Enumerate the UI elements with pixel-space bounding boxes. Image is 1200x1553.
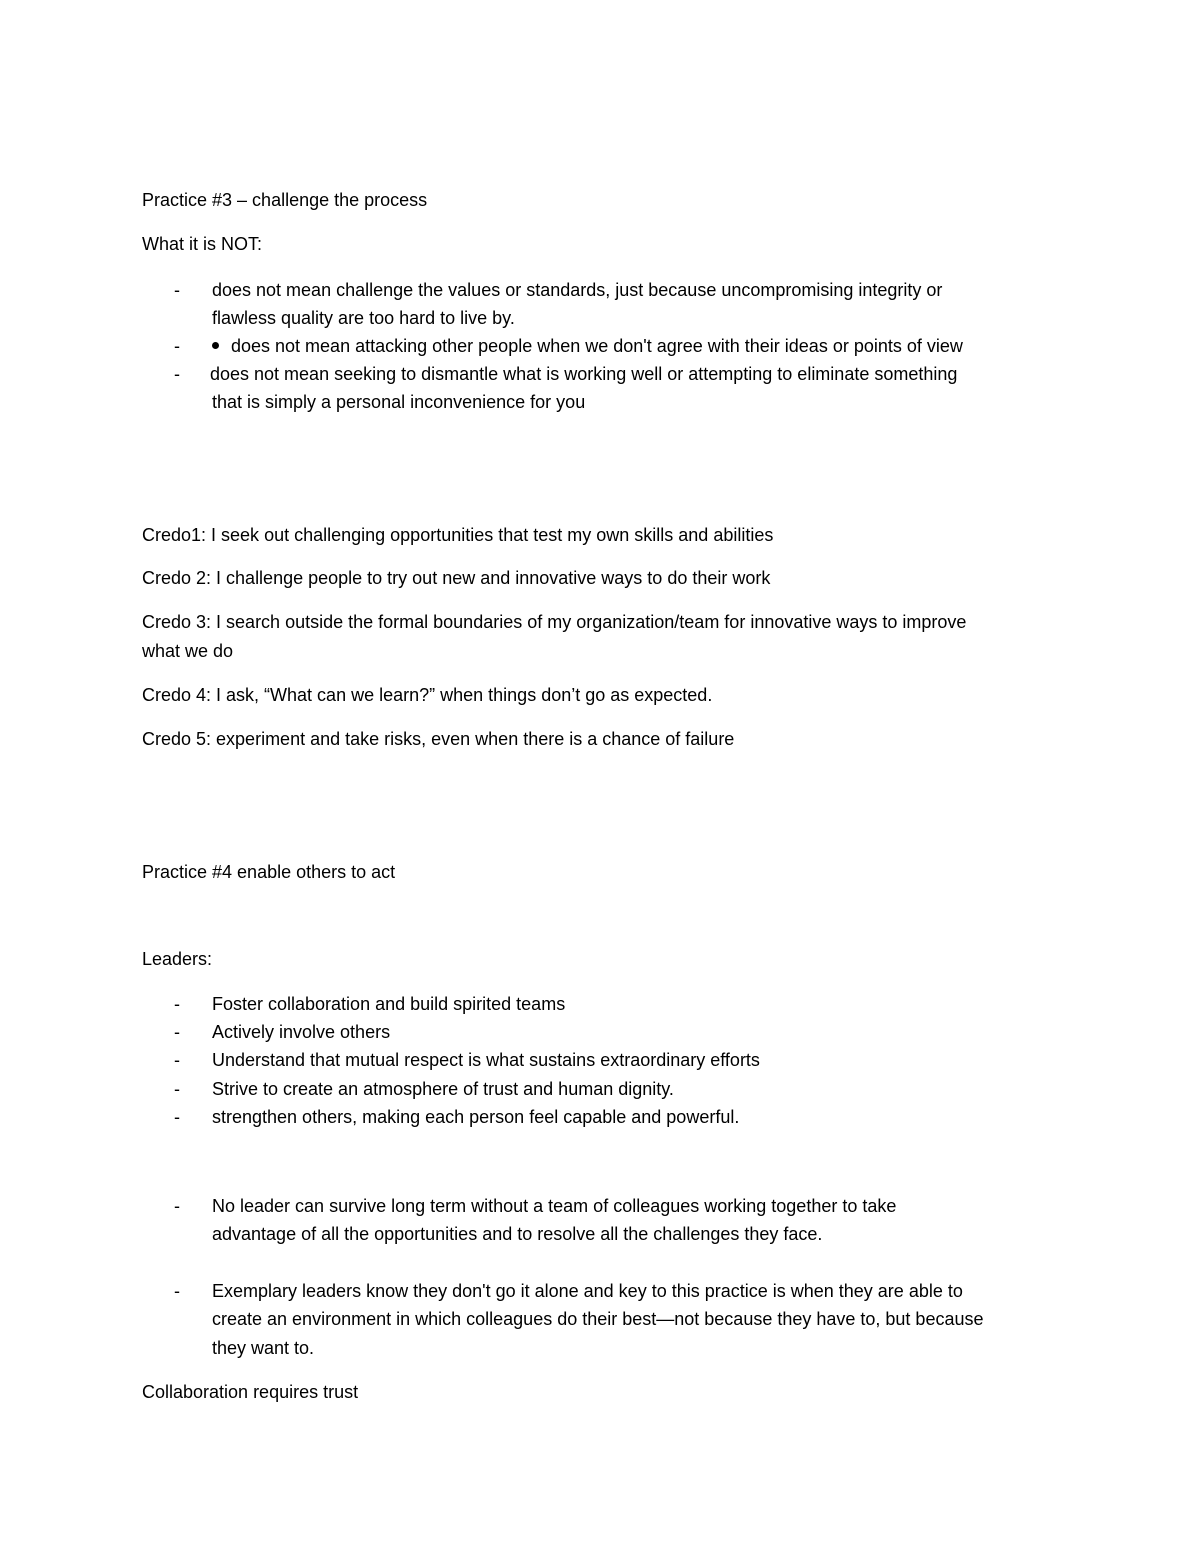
leader-bullet-5: strengthen others, making each person feel capable and powerful. (212, 1107, 740, 1127)
credo-3-line-1: Credo 3: I search outside the formal boundaries of my organization/team for innovative ways to improve (142, 612, 967, 632)
bullet-dash: - (174, 1050, 180, 1070)
practice3-bullet-1-line-1: does not mean challenge the values or standards, just because uncompromising integrity or (212, 280, 943, 300)
practice3-bullet-2-text: does not mean attacking other people when we don't agree with their ideas or points of view (231, 336, 963, 356)
closing-line: Collaboration requires trust (142, 1382, 359, 1402)
bullet-dash: - (174, 364, 180, 384)
practice3-bullet-3-line-2: that is simply a personal inconvenience for you (212, 392, 586, 412)
practice4-heading: Practice #4 enable others to act (142, 862, 396, 882)
extra-bullet-1-line-1: No leader can survive long term without a team of colleagues working together to take (212, 1196, 897, 1216)
bullet-dash: - (174, 336, 180, 356)
bullet-dot-icon (212, 342, 219, 349)
leader-bullet-4: Strive to create an atmosphere of trust and human dignity. (212, 1079, 674, 1099)
bullet-dash: - (174, 1022, 180, 1042)
bullet-dash: - (174, 1107, 180, 1127)
extra-bullet-2-line-3: they want to. (212, 1338, 315, 1358)
leader-bullet-3: Understand that mutual respect is what sustains extraordinary efforts (212, 1050, 760, 1070)
practice3-bullet-2 (212, 335, 963, 357)
credo-5: Credo 5: experiment and take risks, even when there is a chance of failure (142, 729, 735, 749)
leader-bullet-2: Actively involve others (212, 1022, 391, 1042)
credo-4: Credo 4: I ask, “What can we learn?” when things don’t go as expected. (142, 685, 713, 705)
leader-bullet-1: Foster collaboration and build spirited teams (212, 994, 566, 1014)
bullet-dash: - (174, 994, 180, 1014)
practice3-not-label: What it is NOT: (142, 234, 263, 254)
practice3-bullet-1-line-2: flawless quality are too hard to live by. (212, 308, 515, 328)
extra-bullet-2-line-2: create an environment in which colleagues do their best—not because they have to, but because (212, 1309, 984, 1329)
credo-2: Credo 2: I challenge people to try out new and innovative ways to do their work (142, 568, 771, 588)
extra-bullet-2-line-1: Exemplary leaders know they don't go it alone and key to this practice is when they are able to (212, 1281, 963, 1301)
credo-1: Credo1: I seek out challenging opportunities that test my own skills and abilities (142, 525, 774, 545)
practice3-bullet-3-line-1: does not mean seeking to dismantle what is working well or attempting to eliminate something (210, 364, 958, 384)
leaders-label: Leaders: (142, 949, 213, 969)
bullet-dash: - (174, 1281, 180, 1301)
practice3-heading: Practice #3 – challenge the process (142, 190, 428, 210)
credo-3-line-2: what we do (142, 641, 234, 661)
bullet-dash: - (174, 1196, 180, 1216)
extra-bullet-1-line-2: advantage of all the opportunities and to resolve all the challenges they face. (212, 1224, 823, 1244)
bullet-dash: - (174, 280, 180, 300)
bullet-dash: - (174, 1079, 180, 1099)
